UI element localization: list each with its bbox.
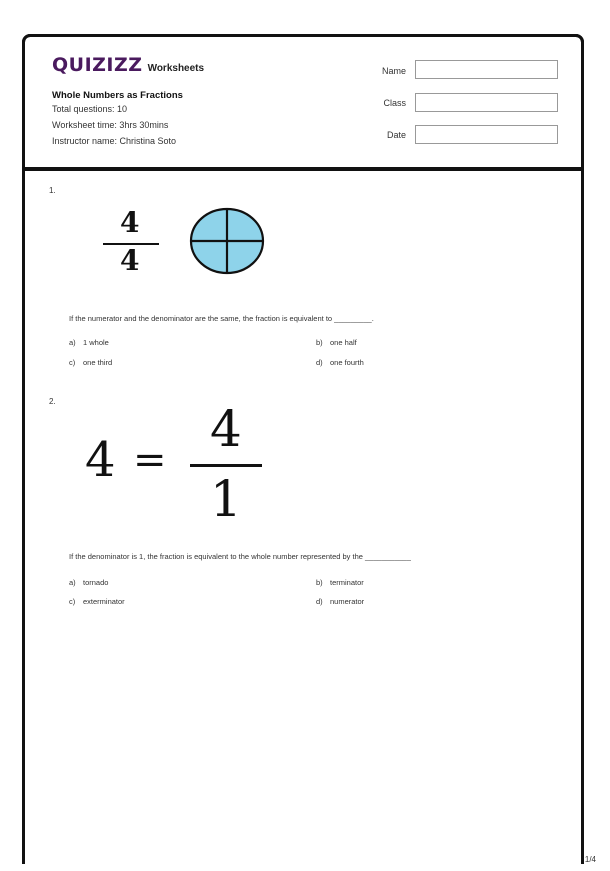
option-text: terminator: [330, 578, 364, 587]
worksheet-title: Whole Numbers as Fractions: [52, 90, 183, 101]
worksheet-header: [22, 34, 584, 171]
question-number: 1.: [49, 186, 56, 195]
logo-subtitle: Worksheets: [147, 63, 205, 74]
date-label: Date: [386, 130, 406, 140]
option-text: one half: [330, 338, 357, 347]
question-text: If the numerator and the denominator are the same, the fraction is equivalent to _________.: [69, 314, 374, 323]
option-text: one fourth: [330, 358, 364, 367]
class-label: Class: [383, 98, 406, 108]
option-d[interactable]: [316, 358, 364, 367]
option-a[interactable]: [69, 578, 108, 587]
option-c[interactable]: [69, 597, 125, 606]
option-letter: d): [316, 358, 323, 367]
question-text: If the denominator is 1, the fraction is equivalent to the whole number represented by the ___________: [69, 552, 411, 561]
option-b[interactable]: [316, 338, 357, 347]
option-letter: b): [316, 578, 323, 587]
whole-number: 4: [85, 432, 116, 488]
whole-circle-divided-in-fourths: [188, 206, 266, 276]
worksheet-time: Worksheet time: 3hrs 30mins: [52, 120, 169, 130]
total-questions: Total questions: 10: [52, 104, 128, 114]
option-d[interactable]: [316, 597, 364, 606]
option-letter: a): [69, 338, 76, 347]
option-b[interactable]: [316, 578, 364, 587]
quizizz-logo: [52, 54, 204, 76]
option-letter: c): [69, 358, 76, 367]
fraction-denominator: 4: [120, 244, 140, 277]
class-field[interactable]: [415, 93, 558, 112]
option-letter: a): [69, 578, 76, 587]
equals-sign: =: [133, 437, 167, 483]
name-label: Name: [381, 66, 406, 76]
page-number: 1/4: [584, 855, 596, 864]
fraction-denominator: 1: [210, 470, 242, 528]
option-text: numerator: [330, 597, 365, 606]
option-letter: c): [69, 597, 76, 606]
option-letter: d): [316, 597, 323, 606]
instructor-name: Instructor name: Christina Soto: [52, 136, 177, 146]
fraction-numerator: 4: [210, 400, 242, 458]
fraction-bar: [190, 464, 262, 467]
name-field[interactable]: [415, 60, 558, 79]
option-text: one third: [83, 358, 113, 367]
date-field[interactable]: [415, 125, 558, 144]
option-letter: b): [316, 338, 323, 347]
option-a[interactable]: [69, 338, 109, 347]
question-number: 2.: [49, 397, 56, 406]
option-text: tornado: [83, 578, 109, 587]
option-c[interactable]: [69, 358, 112, 367]
option-text: 1 whole: [83, 338, 109, 347]
logo-wordmark: QUIZIZZ: [52, 54, 143, 76]
fraction-numerator: 4: [120, 206, 140, 239]
option-text: exterminator: [83, 597, 125, 606]
